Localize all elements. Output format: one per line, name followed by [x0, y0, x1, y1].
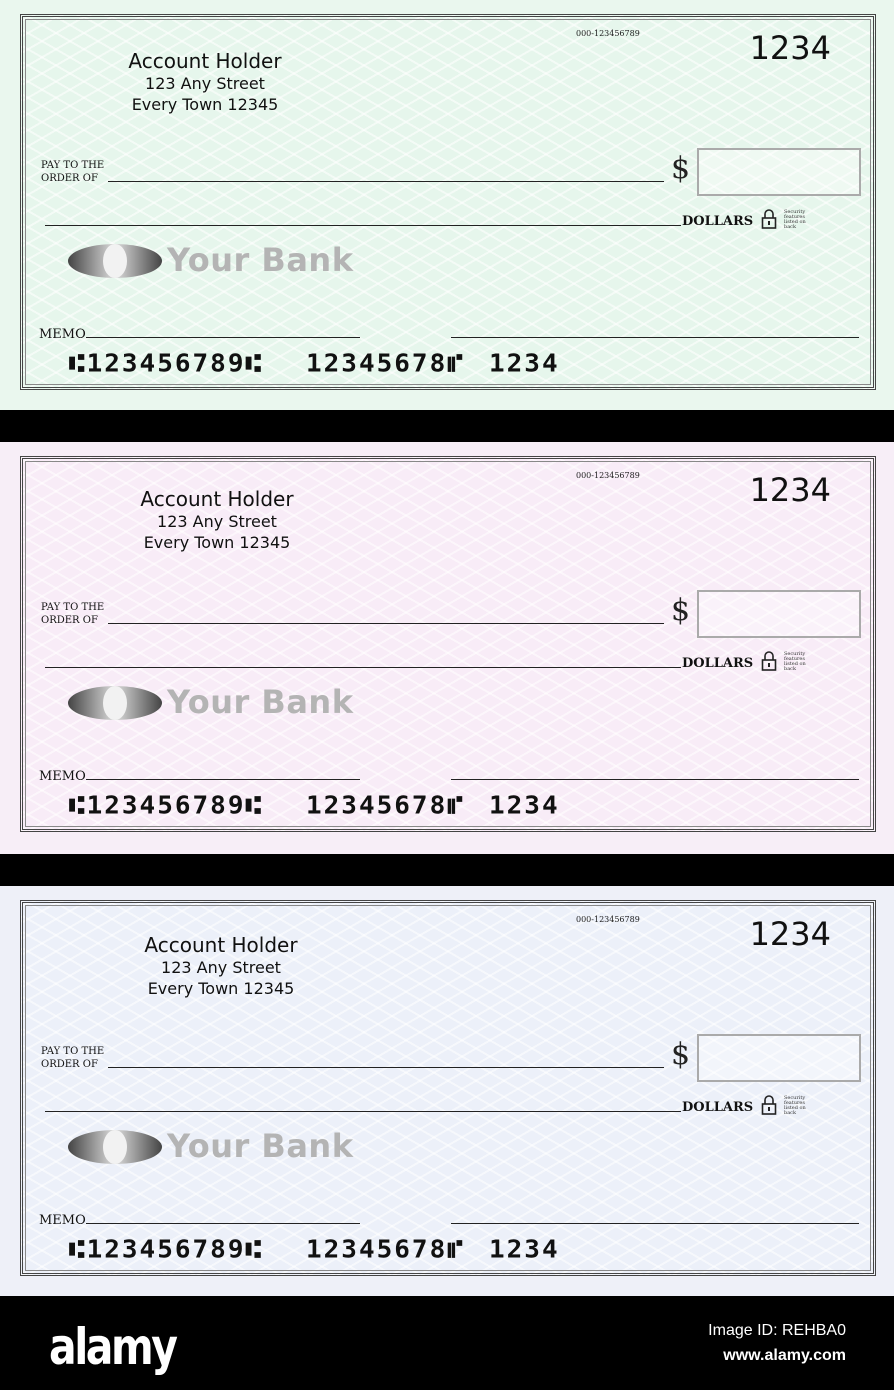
memo-line[interactable]: [86, 337, 360, 338]
bank-logo-icon: [67, 241, 163, 281]
dollar-sign: $: [671, 151, 691, 186]
account-holder-name: Account Holder: [128, 49, 282, 73]
dollars-label: DOLLARS: [682, 656, 754, 671]
micr-check-number: 1234: [489, 791, 560, 821]
blank-check: [20, 900, 876, 1276]
micr-routing: ⑆123456789⑆: [69, 791, 264, 821]
blank-check: [20, 14, 876, 390]
lock-icon: [761, 1094, 777, 1116]
payee-line[interactable]: [108, 623, 664, 624]
address-line-1: 123 Any Street: [161, 958, 281, 977]
amount-words-line[interactable]: [45, 667, 681, 668]
lock-icon: [761, 650, 777, 672]
pay-to-line-2: ORDER OF: [41, 615, 98, 626]
dollar-sign: $: [671, 1037, 691, 1072]
micr-routing: ⑆123456789⑆: [69, 1235, 264, 1265]
account-holder-name: Account Holder: [144, 933, 298, 957]
site-url: www.alamy.com: [723, 1347, 846, 1364]
pay-to-line-2: ORDER OF: [41, 1059, 98, 1070]
check-band-2: [0, 442, 894, 854]
micr-routing: ⑆123456789⑆: [69, 349, 264, 379]
pay-to-line-1: PAY TO THE: [41, 1046, 105, 1057]
bank-name: Your Bank: [167, 241, 354, 279]
payee-line[interactable]: [108, 1067, 664, 1068]
micr-account: 12345678⑈: [306, 791, 465, 821]
dollars-label: DOLLARS: [682, 1100, 754, 1115]
address-line-2: Every Town 12345: [131, 95, 279, 114]
micr-account: 12345678⑈: [306, 349, 465, 379]
micr-account: 12345678⑈: [306, 1235, 465, 1265]
pay-to-label: [41, 601, 104, 627]
amount-box[interactable]: [697, 590, 861, 638]
address-line-2: Every Town 12345: [143, 533, 291, 552]
pay-to-line-1: PAY TO THE: [41, 160, 105, 171]
memo-label: MEMO: [39, 769, 86, 784]
security-note: Security features listed on back: [784, 209, 806, 230]
signature-line[interactable]: [451, 337, 859, 338]
lock-icon: [761, 208, 777, 230]
signature-line[interactable]: [451, 779, 859, 780]
check-band-1: [0, 0, 894, 410]
account-holder-name: Account Holder: [140, 487, 294, 511]
payee-line[interactable]: [108, 181, 664, 182]
pay-to-label: [41, 1045, 104, 1071]
account-holder-block: [115, 49, 295, 115]
pay-to-line-2: ORDER OF: [41, 173, 98, 184]
address-line-2: Every Town 12345: [147, 979, 295, 998]
alamy-logo: alamy: [49, 1318, 176, 1376]
routing-number-small: 000-123456789: [576, 29, 640, 38]
check-band-3: [0, 886, 894, 1296]
routing-number-small: 000-123456789: [576, 471, 640, 480]
amount-box[interactable]: [697, 148, 861, 196]
micr-check-number: 1234: [489, 1235, 560, 1265]
amount-words-line[interactable]: [45, 225, 681, 226]
memo-line[interactable]: [86, 1223, 360, 1224]
pay-to-label: [41, 159, 104, 185]
bank-name: Your Bank: [167, 1127, 354, 1165]
image-id: Image ID: REHBA0: [708, 1322, 846, 1339]
dollars-label: DOLLARS: [682, 214, 754, 229]
signature-line[interactable]: [451, 1223, 859, 1224]
bank-name: Your Bank: [167, 683, 354, 721]
pay-to-line-1: PAY TO THE: [41, 602, 105, 613]
bank-logo-icon: [67, 1127, 163, 1167]
dollar-sign: $: [671, 593, 691, 628]
memo-label: MEMO: [39, 327, 86, 342]
account-holder-block: [131, 933, 311, 999]
security-note: Security features listed on back: [784, 651, 806, 672]
account-holder-block: [127, 487, 307, 553]
address-line-1: 123 Any Street: [145, 74, 265, 93]
amount-words-line[interactable]: [45, 1111, 681, 1112]
blank-check: [20, 456, 876, 832]
security-note: Security features listed on back: [784, 1095, 806, 1116]
amount-box[interactable]: [697, 1034, 861, 1082]
check-number: 1234: [749, 471, 831, 509]
check-number: 1234: [749, 29, 831, 67]
routing-number-small: 000-123456789: [576, 915, 640, 924]
memo-line[interactable]: [86, 779, 360, 780]
micr-check-number: 1234: [489, 349, 560, 379]
memo-label: MEMO: [39, 1213, 86, 1228]
check-number: 1234: [749, 915, 831, 953]
bank-logo-icon: [67, 683, 163, 723]
address-line-1: 123 Any Street: [157, 512, 277, 531]
